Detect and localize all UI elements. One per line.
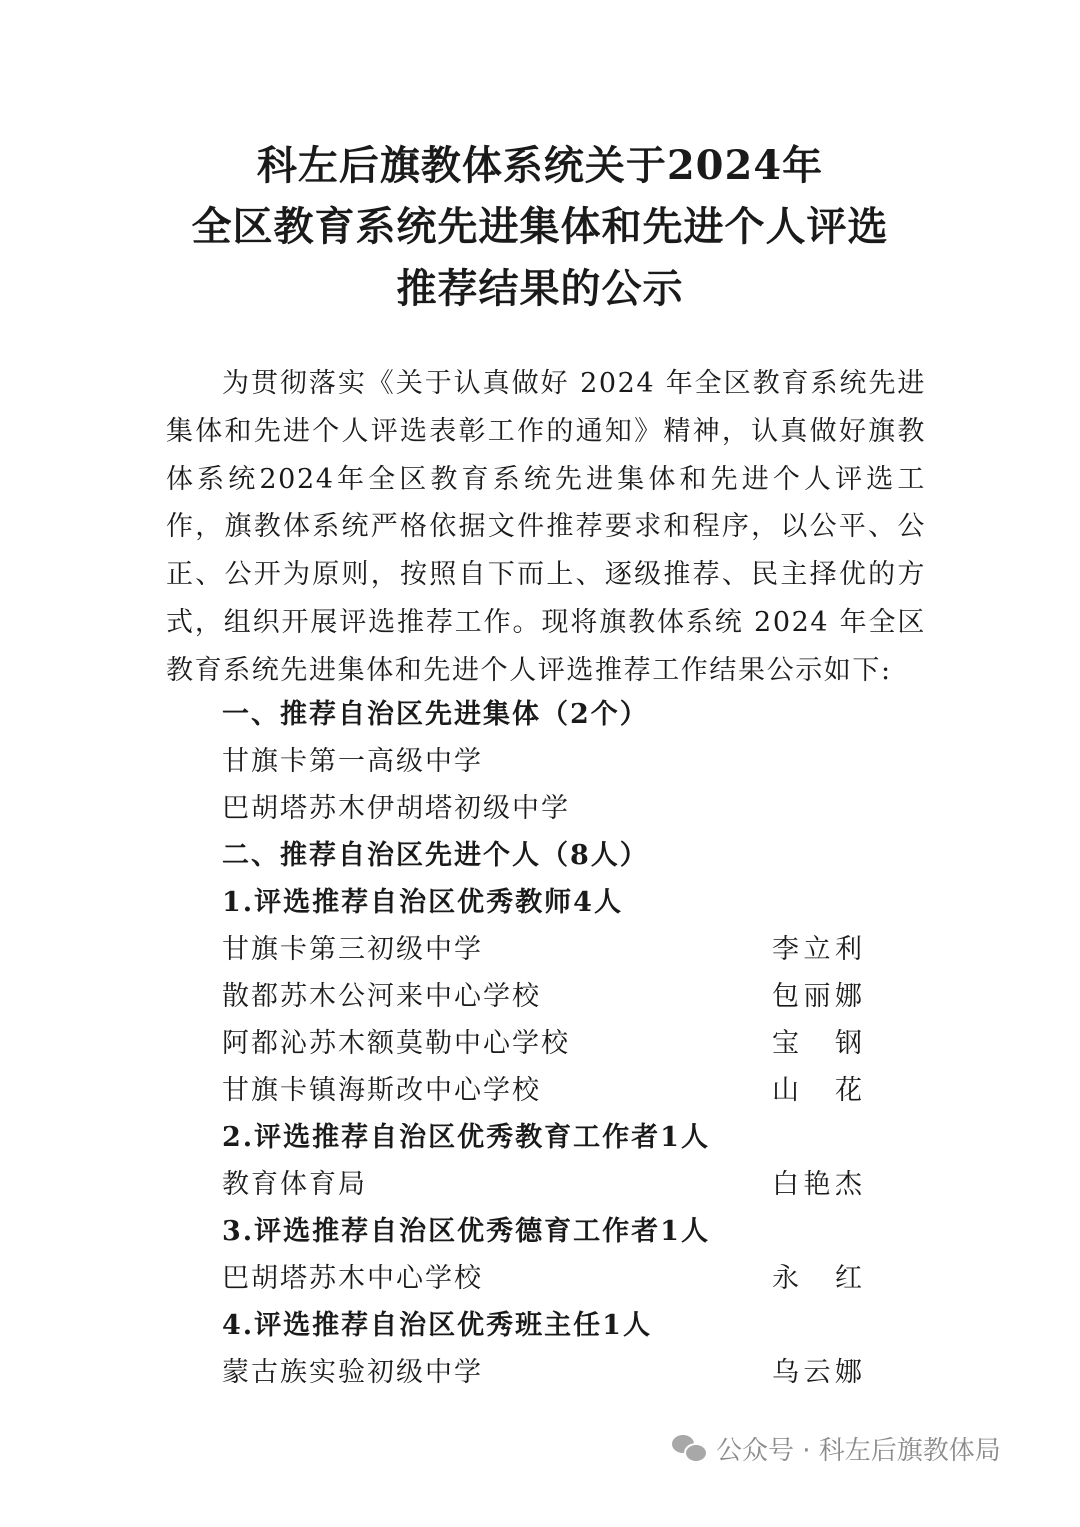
entry-name: 乌云娜 [772, 1357, 862, 1388]
collective-item: 甘旗卡第一高级中学 [222, 746, 483, 777]
group-heading: 3.评选推荐自治区优秀德育工作者1人 [222, 1216, 710, 1247]
entry-school: 阿都沁苏木额莫勒中心学校 [222, 1028, 570, 1059]
entry-school: 蒙古族实验初级中学 [222, 1357, 483, 1388]
title-line-3: 推荐结果的公示 [396, 265, 684, 312]
section-1-heading: 一、推荐自治区先进集体（2个） [222, 699, 649, 730]
entry-school: 甘旗卡镇海斯改中心学校 [222, 1075, 541, 1106]
entry-name: 李立利 [772, 934, 862, 965]
entry-name: 山花 [772, 1075, 862, 1106]
section-2-heading: 二、推荐自治区先进个人（8人） [222, 840, 649, 871]
group-heading: 1.评选推荐自治区优秀教师4人 [222, 887, 623, 918]
group-heading: 4.评选推荐自治区优秀班主任1人 [222, 1310, 652, 1341]
entry-school: 教育体育局 [222, 1169, 367, 1200]
title-line-2: 全区教育系统先进集体和先进个人评选 [191, 203, 889, 250]
entry-school: 巴胡塔苏木中心学校 [222, 1263, 483, 1294]
watermark-text: 公众号 · 科左后旗教体局 [716, 1435, 1001, 1466]
watermark [672, 1428, 1001, 1468]
entry-name: 宝钢 [772, 1028, 862, 1059]
title-line-1: 科左后旗教体系统关于2024年 [256, 142, 824, 189]
entry-name: 白艳杰 [772, 1169, 862, 1200]
entry-school: 甘旗卡第三初级中学 [222, 934, 483, 965]
group-heading: 2.评选推荐自治区优秀教育工作者1人 [222, 1122, 710, 1153]
entry-name: 永红 [772, 1263, 862, 1294]
collective-item: 巴胡塔苏木伊胡塔初级中学 [222, 793, 570, 824]
wechat-icon [672, 1433, 706, 1463]
entry-name: 包丽娜 [772, 981, 862, 1012]
intro-paragraph: 为贯彻落实《关于认真做好 2024 年全区教育系统先进集体和先进个人评选表彰工作的通知》精神，认真做好旗教体系统2024年全区教育系统先进集体和先进个人评选工作，旗教体系统严格依据文件推荐要求和程序，以公平、公正、公开为原则，按照自下而上、逐级推荐、民主择优的方式，组织开展评选推荐工作。现将旗教体系统 2024 年全区教育系统先进集体和先进个人评选推荐工作结果公示如下: [166, 368, 926, 686]
entry-school: 散都苏木公河来中心学校 [222, 981, 541, 1012]
